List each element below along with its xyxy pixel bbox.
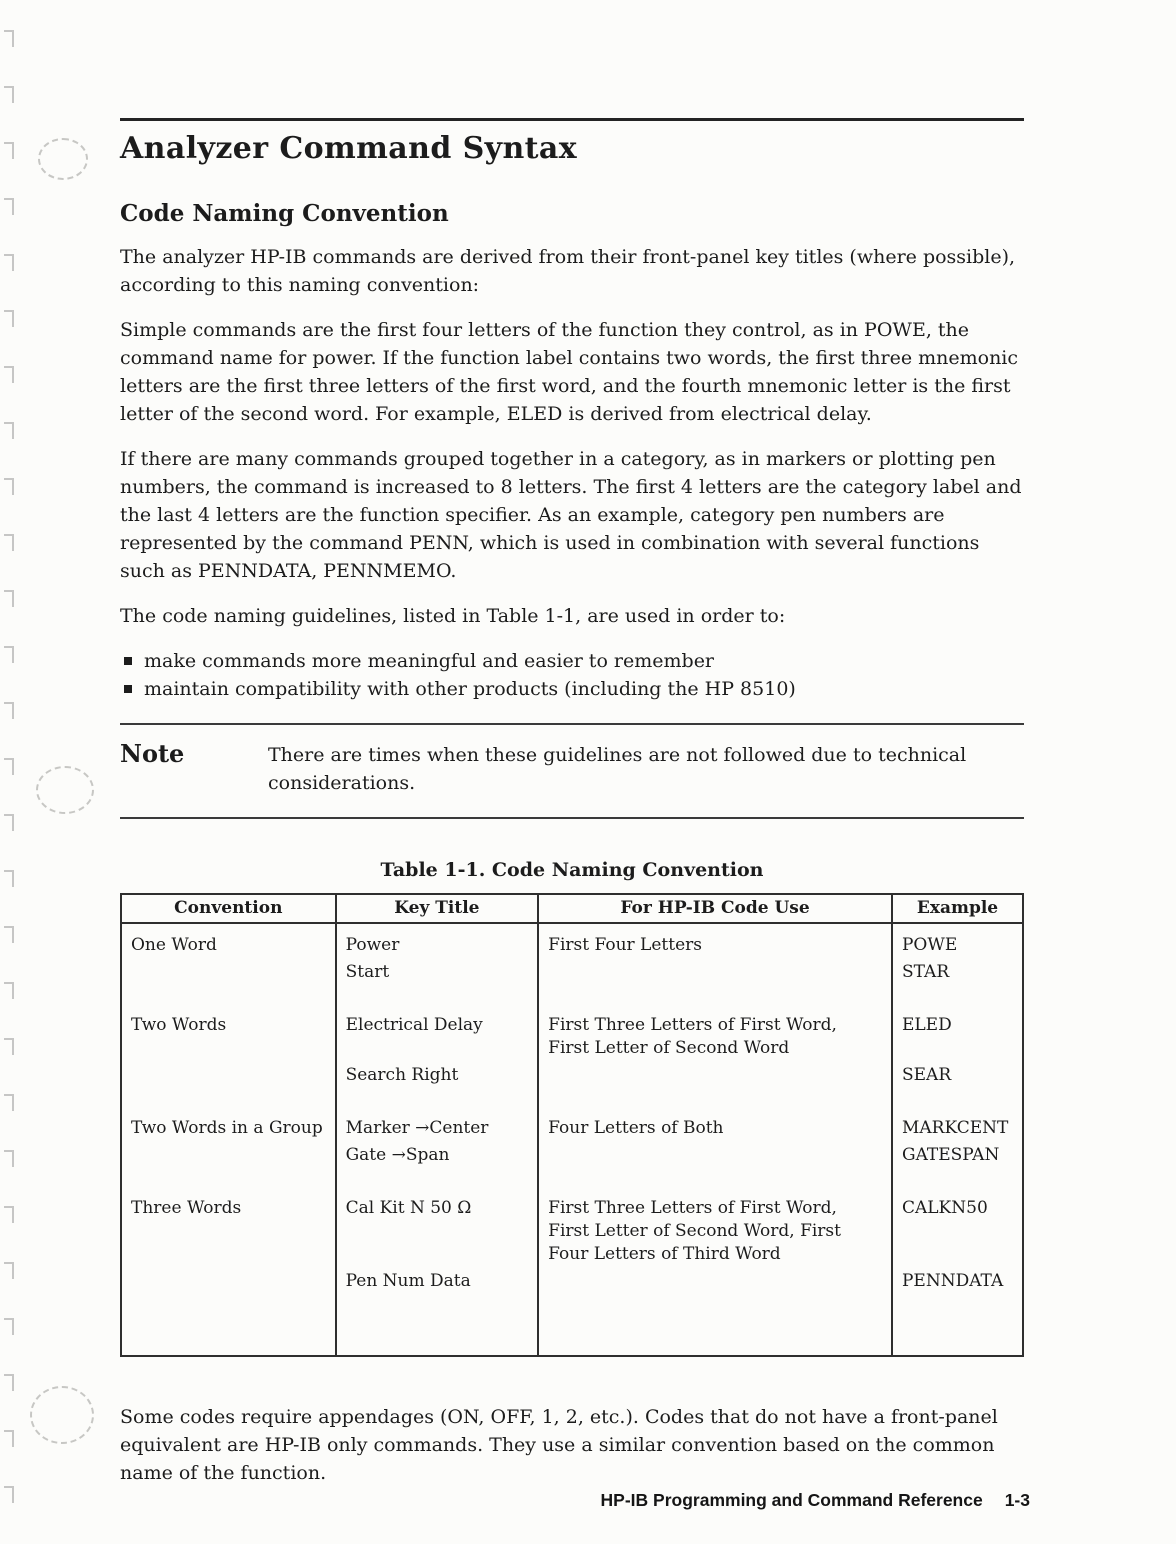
binding-mark	[4, 702, 14, 719]
note-block	[120, 723, 1024, 819]
cell-code-use	[538, 1062, 892, 1089]
bullet-text: make commands more meaningful and easier to remember	[144, 650, 715, 672]
cell-example: PENNDATA	[892, 1268, 1023, 1356]
title-rule	[120, 118, 1024, 121]
binding-mark	[4, 254, 14, 271]
page-content	[120, 118, 1024, 1504]
cell-example: POWE	[892, 923, 1023, 959]
cell-code-use: Four Letters of Both	[538, 1089, 892, 1142]
note-label: Note	[120, 739, 185, 768]
table-row	[121, 1089, 1023, 1142]
cell-example: MARKCENT	[892, 1089, 1023, 1142]
column-header: Convention	[121, 894, 336, 923]
cell-key-title: Search Right	[336, 1062, 539, 1089]
cell-code-use	[538, 1142, 892, 1169]
binding-mark	[4, 366, 14, 383]
footer-page-number: 1-3	[1004, 1490, 1030, 1510]
binding-mark	[4, 1150, 14, 1167]
table-row	[121, 923, 1023, 959]
binding-mark	[4, 86, 14, 103]
binding-mark	[4, 1206, 14, 1223]
cell-example: ELED	[892, 986, 1023, 1062]
binding-mark	[4, 478, 14, 495]
cell-key-title: Marker →Center	[336, 1089, 539, 1142]
binding-mark	[4, 926, 14, 943]
cell-example: SEAR	[892, 1062, 1023, 1089]
bullet-text: maintain compatibility with other products (including the HP 8510)	[144, 678, 796, 700]
binding-mark	[4, 30, 14, 47]
paragraph: The code naming guidelines, listed in Table 1-1, are used in order to:	[120, 605, 786, 627]
bullet-item	[120, 675, 1024, 703]
table-row	[121, 986, 1023, 1062]
punch-hole-circle	[38, 138, 88, 180]
bullet-square-icon	[124, 685, 132, 693]
table-row	[121, 1169, 1023, 1268]
page-title: Analyzer Command Syntax	[120, 131, 578, 166]
cell-code-use: First Three Letters of First Word, First Letter of Second Word, First Four Letters of Third Word	[538, 1169, 892, 1268]
cell-code-use: First Three Letters of First Word, First Letter of Second Word	[538, 986, 892, 1062]
cell-code-use: First Four Letters	[538, 923, 892, 959]
section-heading: Code Naming Convention	[120, 200, 449, 227]
table-row	[121, 1062, 1023, 1089]
binding-mark	[4, 870, 14, 887]
bullet-item	[120, 647, 1024, 675]
binding-mark	[4, 1094, 14, 1111]
binding-mark	[4, 590, 14, 607]
bullet-square-icon	[124, 657, 132, 665]
binding-mark	[4, 142, 14, 159]
note-text: There are times when these guidelines are not followed due to technical considerations.	[268, 744, 967, 794]
table-header-row	[121, 894, 1023, 923]
cell-convention	[121, 1062, 336, 1089]
binding-mark	[4, 422, 14, 439]
cell-code-use	[538, 1268, 892, 1356]
binding-mark	[4, 534, 14, 551]
cell-example: STAR	[892, 959, 1023, 986]
cell-convention: One Word	[131, 935, 217, 955]
cell-convention	[121, 1268, 336, 1356]
footer-title: HP-IB Programming and Command Reference	[600, 1490, 983, 1510]
page-footer	[601, 1490, 1030, 1511]
cell-key-title: Start	[336, 959, 539, 986]
cell-convention: Two Words	[131, 1015, 227, 1035]
table-row	[121, 959, 1023, 986]
binding-mark	[4, 310, 14, 327]
column-header: Key Title	[336, 894, 539, 923]
binding-marks	[0, 0, 26, 1544]
binding-mark	[4, 1262, 14, 1279]
cell-example: CALKN50	[892, 1169, 1023, 1268]
binding-mark	[4, 814, 14, 831]
closing-paragraph: Some codes require appendages (ON, OFF, 1, 2, etc.). Codes that do not have a front-panel equivalent are HP-IB only commands. They use a similar convention based on the common name of the function.	[120, 1406, 998, 1484]
paragraph: Simple commands are the first four letters of the function they control, as in POWE, the command name for power. If the function label contains two words, the first three mnemonic letters are the first three letters of the first word, and the fourth mnemonic letter is the first letter of the second word. For example, ELED is derived from electrical delay.	[120, 319, 1019, 425]
cell-key-title: Gate →Span	[336, 1142, 539, 1169]
paragraph: If there are many commands grouped together in a category, as in markers or plotting pen numbers, the command is increased to 8 letters. The first 4 letters are the category label and the last 4 letters are the function specifier. As an example, category pen numbers are represented by the command PENN, which is used in combination with several functions such as PENNDATA, PENNMEMO.	[120, 448, 1022, 582]
table-row	[121, 1268, 1023, 1356]
cell-key-title: Cal Kit N 50 Ω	[336, 1169, 539, 1268]
bullet-list	[120, 647, 1024, 703]
cell-key-title: Pen Num Data	[336, 1268, 539, 1356]
binding-mark	[4, 1374, 14, 1391]
cell-key-title: Electrical Delay	[336, 986, 539, 1062]
column-header: For HP-IB Code Use	[538, 894, 892, 923]
column-header: Example	[892, 894, 1023, 923]
binding-mark	[4, 1038, 14, 1055]
binding-mark	[4, 758, 14, 775]
punch-hole-circle	[30, 1386, 94, 1444]
punch-hole-circle	[36, 766, 94, 814]
cell-convention: Three Words	[131, 1198, 242, 1218]
cell-convention	[121, 1142, 336, 1169]
binding-mark	[4, 1430, 14, 1447]
binding-mark	[4, 1486, 14, 1503]
paragraph: The analyzer HP-IB commands are derived from their front-panel key titles (where possible), according to this naming convention:	[120, 246, 1016, 296]
table-caption: Table 1-1. Code Naming Convention	[380, 859, 764, 881]
binding-mark	[4, 982, 14, 999]
cell-key-title: Power	[336, 923, 539, 959]
cell-example: GATESPAN	[892, 1142, 1023, 1169]
table-row	[121, 1142, 1023, 1169]
binding-mark	[4, 646, 14, 663]
cell-convention	[121, 959, 336, 986]
cell-code-use	[538, 959, 892, 986]
cell-convention: Two Words in a Group	[131, 1118, 323, 1138]
code-naming-table	[120, 893, 1024, 1357]
binding-mark	[4, 198, 14, 215]
binding-mark	[4, 1318, 14, 1335]
